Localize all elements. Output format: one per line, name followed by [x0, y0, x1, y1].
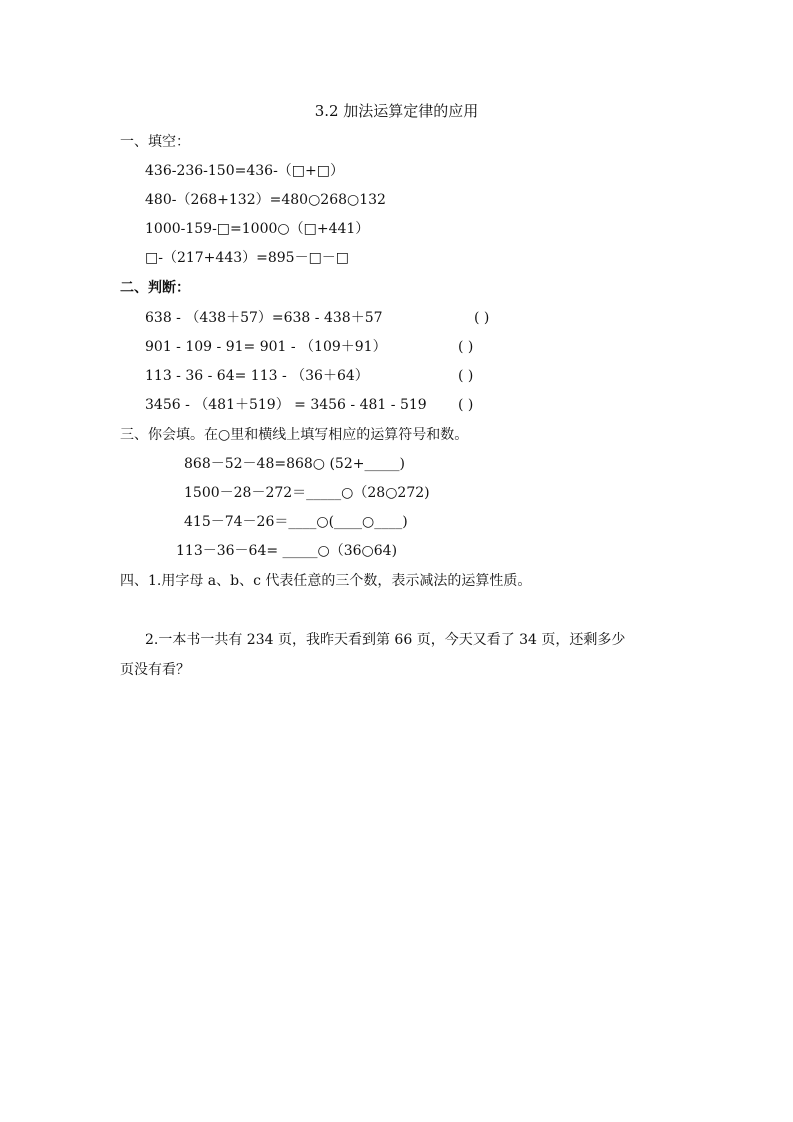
section4-question-2-line1: 2.一本书一共有 234 页，我昨天看到第 66 页，今天又看了 34 页，还剩多少: [145, 632, 626, 648]
judge-item-1: 638 - （438＋57）=638 - 438＋57: [145, 310, 383, 326]
judge-item-2: 901 - 109 - 91= 901 - （109＋91）: [145, 339, 387, 355]
fill-ops-item-1: 868－52－48=868○ (52+_____): [184, 456, 405, 472]
judge-answer-2: ( ): [458, 339, 474, 355]
judge-item-3: 113 - 36 - 64= 113 - （36＋64）: [145, 368, 369, 384]
judge-answer-1: ( ): [474, 310, 490, 326]
fill-ops-item-4: 113－36－64= _____○（36○64): [176, 543, 398, 559]
judge-answer-3: ( ): [458, 368, 474, 384]
section4-question-1: 四、1.用字母 a、b、c 代表任意的三个数，表示减法的运算性质。: [120, 573, 532, 589]
fill-item-3: 1000-159-□=1000○（□+441）: [145, 221, 370, 237]
fill-item-2: 480-（268+132）=480○268○132: [145, 192, 386, 208]
page-title: 3.2 加法运算定律的应用: [314, 102, 479, 120]
fill-ops-item-2: 1500－28－272＝_____○（28○272): [184, 485, 430, 501]
judge-item-4: 3456 - （481＋519） = 3456 - 481 - 519: [145, 397, 427, 413]
fill-item-4: □-（217+443）=895－□－□: [145, 250, 350, 266]
section2-heading: 二、判断：: [120, 280, 190, 296]
judge-answer-4: ( ): [458, 397, 474, 413]
section1-heading: 一、填空：: [120, 134, 190, 150]
fill-ops-item-3: 415－74－26＝____○(____○____): [184, 514, 408, 530]
section3-heading: 三、你会填。在○里和横线上填写相应的运算符号和数。: [120, 427, 469, 443]
fill-item-1: 436-236-150=436-（□+□）: [145, 163, 344, 179]
section4-question-2-line2: 页没有看？: [120, 662, 190, 678]
